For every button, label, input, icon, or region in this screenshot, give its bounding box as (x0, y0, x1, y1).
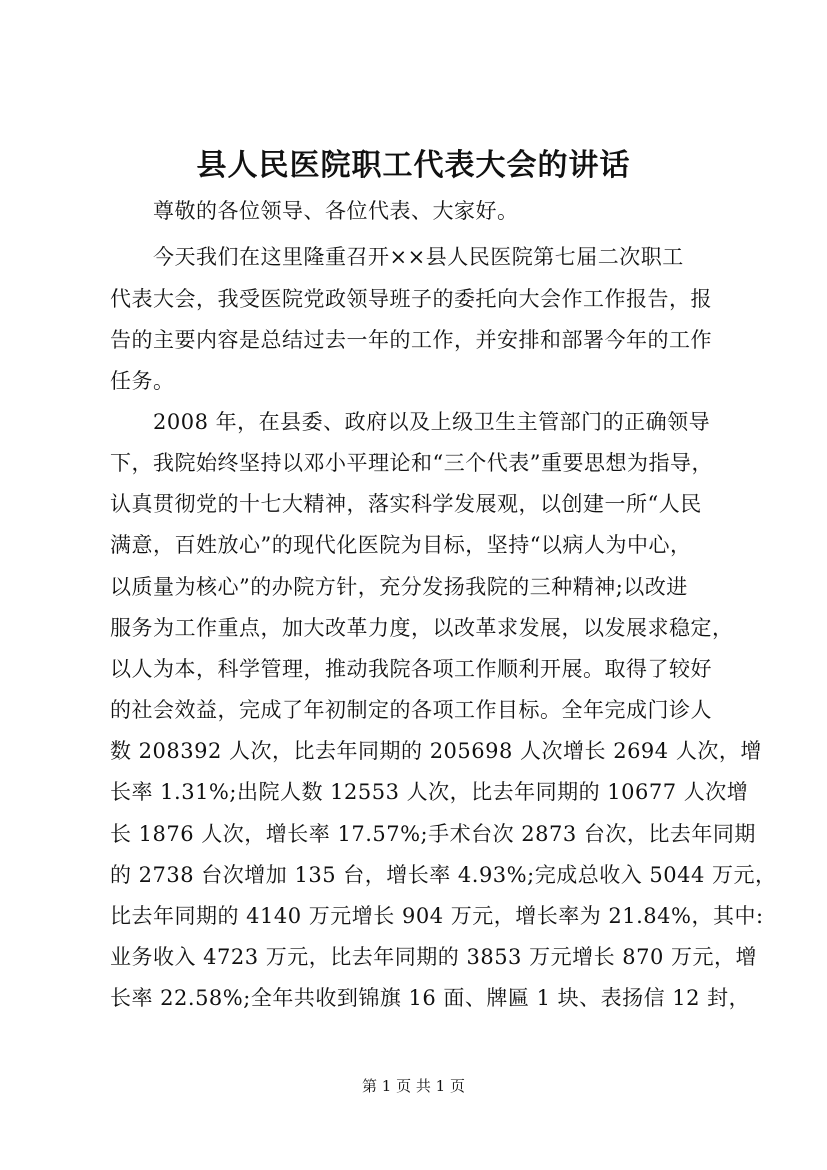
paragraph-line: 代表大会，我受医院党政领导班子的委托向大会作工作报告，报 (110, 287, 712, 311)
page-footer: 第 1 页 共 1 页 (362, 1077, 465, 1095)
greeting-line: 尊敬的各位领导、各位代表、大家好。 (153, 199, 519, 223)
paragraph-line: 的社会效益，完成了年初制定的各项工作目标。全年完成门诊人 (110, 698, 712, 722)
paragraph-line: 的 2738 台次增加 135 台，增长率 4.93%;完成总收入 5044 万元， (110, 863, 777, 887)
paragraph-line: 认真贯彻党的十七大精神，落实科学发展观，以创建一所“人民 (110, 492, 702, 516)
paragraph-line: 今天我们在这里隆重召开××县人民医院第七届二次职工 (153, 245, 684, 269)
paragraph-line: 长 1876 人次，增长率 17.57%;手术台次 2873 台次，比去年同期 (110, 822, 756, 846)
paragraph-line: 比去年同期的 4140 万元增长 904 万元，增长率为 21.84%，其中: (110, 904, 764, 928)
paragraph-line: 告的主要内容是总结过去一年的工作，并安排和部署今年的工作 (110, 328, 712, 352)
paragraph-line: 服务为工作重点，加大改革力度，以改革求发展，以发展求稳定， (110, 616, 734, 640)
paragraph-line: 长率 1.31%;出院人数 12553 人次，比去年同期的 10677 人次增 (110, 780, 749, 804)
paragraph-line: 以人为本，科学管理，推动我院各项工作顺利开展。取得了较好 (110, 657, 712, 681)
paragraph-line: 以质量为核心”的办院方针，充分发扬我院的三种精神;以改进 (110, 575, 688, 599)
document-title: 县人民医院职工代表大会的讲话 (196, 148, 631, 183)
paragraph-line: 任务。 (110, 369, 175, 393)
paragraph-line: 下，我院始终坚持以邓小平理论和“三个代表”重要思想为指导， (110, 451, 713, 475)
paragraph-line: 2008 年，在县委、政府以及上级卫生主管部门的正确领导 (153, 410, 711, 434)
paragraph-line: 业务收入 4723 万元，比去年同期的 3853 万元增长 870 万元，增 (110, 945, 758, 969)
paragraph-line: 数 208392 人次，比去年同期的 205698 人次增长 2694 人次，增 (110, 739, 762, 763)
paragraph-line: 满意，百姓放心”的现代化医院为目标，坚持“以病人为中心， (110, 533, 692, 557)
paragraph-line: 长率 22.58%;全年共收到锦旗 16 面、牌匾 1 块、表扬信 12 封， (110, 986, 751, 1010)
